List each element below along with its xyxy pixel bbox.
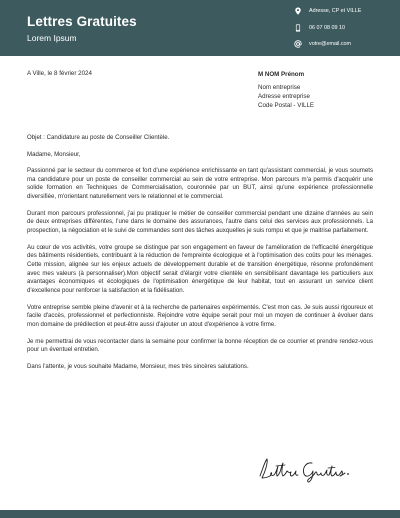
contact-phone	[294, 24, 345, 32]
at-sign-icon	[294, 40, 302, 48]
letter-paragraph: Votre entreprise semble pleine d'avenir et à la recherche de partenaires expérimentés. C'est mon cas. Je suis aussi rigoureux et facile d'accès, professionnel et perfectionniste. Rejoindre votre équipe serait pour moi un moyen de continuer à évoluer dans mon domaine de prédilection et peut-être aussi d'ajouter un atout d'expérience à votre firme.	[27, 303, 373, 328]
phone-icon	[294, 24, 302, 32]
letter-closing: Dans l'attente, je vous souhaite Madame, Monsieur, mes très sincères salutations.	[27, 363, 249, 371]
recipient-name: M NOM Prénom	[258, 71, 305, 78]
recipient-city: Code Postal - VILLE	[258, 102, 315, 109]
phone-text: 06 07 08 09 10	[309, 25, 345, 31]
email-text: votre@email.com	[309, 41, 352, 47]
letter-paragraph: Passionné par le secteur du commerce et fort d'une expérience enrichissante en tant qu'assistant commercial, je vous soumets ma candidature pour un poste de conseiller commercial au sein de votre entreprise. Mon parcours m'a permis d'acquérir une solide formation en Techniques de Commercialisation, couronnée par un BUT, ainsi qu'une expérience professionnelle diversifiée, m'orientant naturellement vers le relationnel et le commercial.	[27, 167, 373, 200]
letter-object: Objet : Candidature au poste de Conseiller Clientèle.	[27, 134, 170, 141]
contact-email	[294, 40, 351, 48]
letter-date: A Ville, le 8 février 2024	[27, 70, 92, 77]
address-text: Adresse, CP et VILLE	[309, 8, 362, 14]
letter-greeting: Madame, Monsieur,	[27, 150, 81, 158]
letterhead-banner	[0, 0, 400, 56]
brand-subtitle: Lorem Ipsum	[27, 33, 77, 43]
handwritten-signature	[254, 454, 354, 484]
contact-address	[294, 7, 361, 15]
letter-paragraph: Au cœur de vos activités, votre groupe se distingue par son engagement en faveur de l'amélioration de l'efficacité énergétique des bâtiments résidentiels, contribuant à la réduction de l'empreinte écologique et à l'optimisation des coûts pour les ménages. Cette mission, alignée sur les enjeux actuels de développement durable et de transition énergétique, résonne profondément avec mes valeurs (à personnaliser).Mon objectif serait d'élargir votre clientèle en sensibilisant davantage les particuliers aux avantages économiques et écologiques de l'optimisation énergétique de leur habitat, tout en assurant un service client d'excellence pour renforcer la satisfaction et la fidélisation.	[27, 243, 373, 294]
letter-paragraph: Je me permettrai de vous recontacter dans la semaine pour confirmer la bonne réception de ce courrier et prendre rendez-vous pour un éventuel entretien.	[27, 337, 373, 354]
footer-band	[0, 510, 400, 518]
recipient-block	[258, 70, 314, 110]
location-pin-icon	[294, 7, 302, 15]
letter-paragraph: Durant mon parcours professionnel, j'ai pu pratiquer le métier de conseiller commercial pendant une dizaine d'années au sein de deux entreprises différentes, l'une dans le domaine des assurances, l'autre dans celui des services aux professionnels. La prospection, la négociation et le suivi de commandes sont des tâches auxquelles je suis rompu et que je maitrise parfaitement.	[27, 209, 373, 234]
brand-title: Lettres Gratuites	[27, 14, 137, 29]
recipient-address: Adresse entreprise	[258, 93, 310, 100]
letter-body	[27, 134, 373, 372]
recipient-company: Nom entreprise	[258, 84, 301, 91]
